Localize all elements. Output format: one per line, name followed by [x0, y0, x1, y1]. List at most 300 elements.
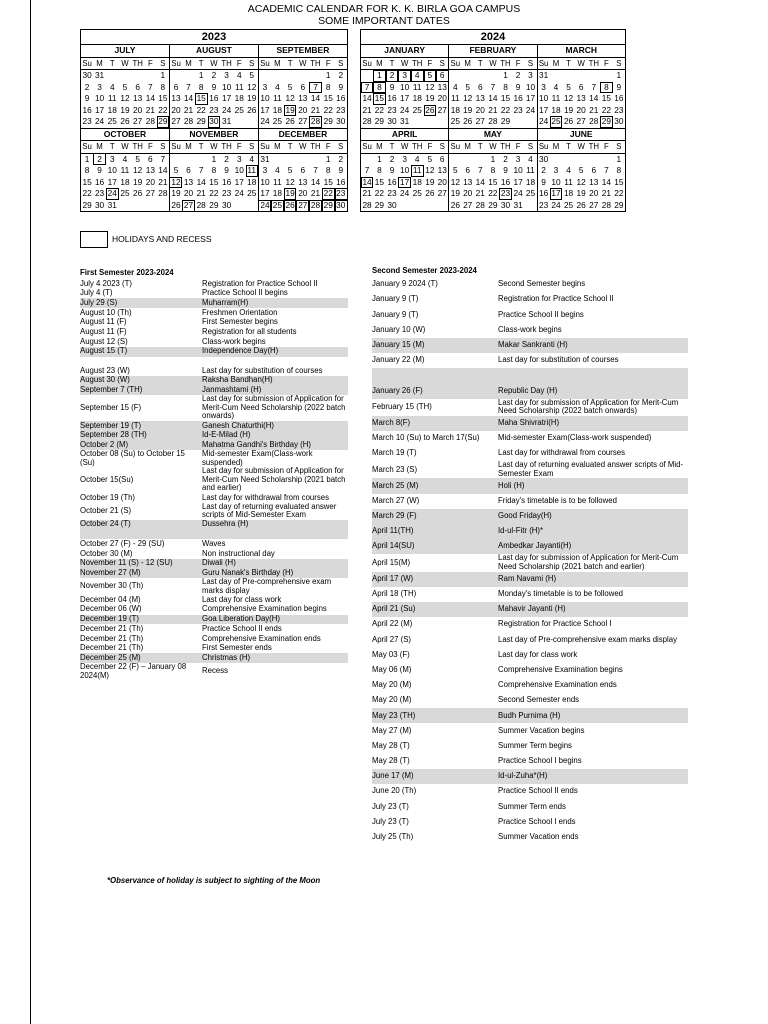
day-header: W [296, 57, 309, 70]
calendar-day: 4 [553, 81, 559, 92]
event-description: Ram Navami (H) [498, 573, 557, 583]
calendar-day: 1 [490, 153, 496, 164]
calendar-day: 25 [247, 188, 257, 199]
calendar-day: 28 [488, 116, 498, 127]
event-description: Id-E-Milad (H) [202, 430, 251, 440]
event-date: October 21 (S) [80, 506, 132, 516]
day-header: S [524, 141, 537, 154]
calendar-day: 14 [601, 176, 611, 187]
calendar-day [284, 153, 297, 165]
event-description: Last day of returning evaluated answer scripts of Mid-Semester Exam [498, 460, 684, 478]
calendar-day: 30 [500, 199, 511, 210]
calendar-day: 20 [589, 188, 599, 199]
event-date: March 10 (Su) to March 17(Su) [372, 433, 480, 443]
day-header: TH [221, 142, 232, 152]
first_semester-row [80, 318, 348, 328]
event-description: Goa Liberation Day(H) [202, 614, 281, 624]
calendar-day: 18 [525, 176, 536, 187]
calendar-day: 16 [94, 176, 105, 187]
calendar-day: 4 [414, 153, 420, 164]
day-header: W [296, 141, 309, 154]
first_semester-row [80, 605, 348, 615]
calendar-day: 18 [563, 188, 574, 199]
second_semester-row [372, 693, 688, 708]
calendar-day: 31 [260, 153, 270, 164]
event-description: Ambedkar Jayanti(H) [498, 541, 572, 551]
calendar-day [474, 70, 487, 82]
calendar-day: 29 [500, 116, 511, 127]
calendar-day: 15 [374, 93, 385, 104]
calendar-day: 15 [158, 93, 168, 104]
calendar-day: 9 [503, 165, 508, 176]
calendar-day: 25 [107, 116, 117, 127]
calendar-day: 30 [335, 116, 348, 128]
calendar-day [512, 116, 525, 128]
calendar-year-label: 2024 [361, 30, 626, 45]
first_semester-row [80, 578, 348, 595]
calendar-day: 29 [196, 116, 206, 127]
calendar-day: 20 [475, 104, 485, 115]
calendar-day: 4 [249, 153, 255, 164]
calendar-day: 11 [449, 93, 462, 105]
event-description: Mid-semester Exam(Class-work suspended) [202, 449, 313, 467]
event-date: October 15(Su) [80, 474, 134, 484]
calendar-day: 23 [335, 105, 348, 117]
calendar-day: 6 [477, 81, 483, 92]
first_semester-row [80, 549, 348, 559]
calendar-day: 10 [234, 165, 244, 176]
calendar-day: 1 [211, 153, 217, 164]
calendar-day [271, 153, 284, 165]
calendar-day [144, 70, 157, 82]
calendar-day: 3 [537, 82, 550, 94]
calendar-day: 7 [313, 165, 318, 176]
calendar-day: 5 [449, 165, 462, 177]
calendar-day: 5 [287, 165, 293, 176]
calendar-day: 7 [477, 165, 483, 176]
event-description: Makar Sankranti (H) [498, 340, 568, 350]
second_semester-row [372, 399, 688, 416]
calendar-day: 9 [97, 165, 102, 176]
day-header: Su [171, 58, 181, 68]
calendar-day: 4 [566, 165, 571, 176]
calendar-day: 25 [525, 188, 536, 199]
calendar-day: 16 [335, 93, 348, 105]
calendar-day: 27 [437, 104, 447, 115]
day-header: Su [450, 142, 461, 152]
calendar-day: 29 [209, 199, 219, 210]
calendar-day: 9 [613, 82, 626, 94]
calendar-day: 16 [221, 176, 232, 187]
second_semester-row [372, 723, 688, 738]
calendar-day: 17 [234, 176, 244, 187]
day-header: TH [132, 142, 143, 152]
calendar-day: 20 [576, 104, 586, 115]
calendar-day: 3 [398, 70, 411, 82]
event-date: January 9 2024 (T) [372, 279, 438, 289]
event-description: Last day for submission of Application for Merit-Cum Need Scholarship (2021 batch and earlier) [498, 553, 679, 571]
calendar-day: 26 [247, 104, 257, 115]
calendar-day: 1 [325, 70, 331, 81]
month-name: SEPTEMBER [258, 45, 347, 58]
calendar-day: 21 [310, 188, 321, 199]
second_semester-row [372, 663, 688, 678]
calendar-day: 9 [389, 81, 395, 92]
day-header: M [182, 57, 195, 70]
first_semester-row [80, 298, 348, 308]
calendar-day: 31 [513, 199, 523, 210]
calendar-day: 19 [576, 188, 586, 199]
event-date: December 06 (W) [80, 604, 142, 614]
day-header: TH [412, 58, 423, 68]
event-description: Id-ul-Fitr (H)* [498, 526, 544, 536]
day-header: S [613, 141, 626, 154]
calendar-day: 29 [323, 116, 333, 127]
calendar-day: 31 [538, 70, 549, 81]
calendar-day: 26 [133, 188, 143, 199]
calendar-day: 28 [196, 199, 206, 210]
calendar-day: 7 [148, 81, 153, 92]
calendar-day: 11 [234, 81, 244, 92]
calendar-day: 2 [335, 153, 348, 165]
calendar-day: 18 [120, 176, 130, 187]
calendar-day: 31 [221, 116, 232, 127]
event-description: Friday's timetable is to be followed [498, 495, 617, 505]
month-name: AUGUST [169, 45, 258, 58]
calendar-day: 8 [325, 81, 331, 92]
calendar-day: 27 [183, 199, 194, 210]
calendar-day: 3 [258, 82, 271, 94]
day-header: Su [362, 58, 372, 68]
calendar-day: 27 [576, 116, 586, 127]
calendar-day: 29 [488, 199, 498, 210]
calendar-day: 14 [183, 93, 194, 104]
calendar-day: 2 [389, 153, 395, 164]
calendar-day: 8 [373, 82, 386, 94]
event-date: August 12 (S) [80, 336, 128, 346]
calendar-day: 8 [325, 165, 331, 176]
calendar-day: 20 [133, 104, 143, 115]
month-name: JULY [81, 45, 170, 58]
first-semester-list [80, 267, 348, 680]
calendar-day: 2 [515, 70, 521, 81]
calendar-day: 27 [475, 116, 485, 127]
calendar-day: 9 [335, 165, 348, 177]
calendar-day: 12 [450, 176, 460, 187]
calendar-day: 17 [260, 188, 270, 199]
event-description: First Semester ends [202, 643, 272, 653]
calendar-day: 12 [425, 165, 435, 176]
calendar-day: 4 [411, 70, 424, 82]
calendar-day [144, 200, 157, 212]
event-date: January 26 (F) [372, 385, 423, 395]
calendar-day: 18 [412, 93, 422, 104]
calendar-day: 10 [260, 176, 270, 187]
calendar-day: 8 [490, 165, 496, 176]
calendar-day: 25 [563, 199, 574, 210]
calendar-day: 15 [323, 93, 333, 104]
event-date: March 19 (T) [372, 448, 417, 458]
calendar-day: 10 [221, 81, 232, 92]
calendar-day: 12 [247, 81, 257, 92]
calendar-day: 13 [298, 176, 308, 187]
day-header: M [550, 57, 563, 70]
calendar-day: 2 [224, 153, 229, 164]
calendar-day: 22 [196, 104, 206, 115]
holiday-legend-label: HOLIDAYS AND RECESS [112, 234, 212, 244]
calendar-day: 15 [488, 176, 498, 187]
calendar-day: 13 [133, 93, 143, 104]
calendar-day [424, 200, 437, 212]
calendar-day: 19 [285, 104, 295, 115]
day-header: Su [82, 58, 92, 68]
day-header: S [246, 57, 259, 70]
calendar-day: 24 [94, 116, 105, 127]
first_semester-row [80, 503, 348, 520]
calendar-day: 24 [107, 188, 117, 199]
calendar-day: 22 [323, 104, 333, 115]
calendar-day: 11 [273, 176, 282, 187]
event-date: December 21 (Th) [80, 623, 144, 633]
calendar-day: 2 [503, 153, 508, 164]
calendar-day: 1 [81, 153, 94, 165]
first_semester-row [80, 634, 348, 644]
day-header: Su [260, 58, 270, 68]
calendar-day: 4 [275, 165, 280, 176]
calendar-day: 28 [362, 199, 372, 210]
calendar-day: 30 [387, 199, 397, 210]
calendar-day: 19 [247, 93, 257, 104]
first_semester-row [80, 539, 348, 549]
calendar-day: 23 [335, 188, 348, 200]
calendar-day [487, 70, 500, 82]
event-date: May 20 (M) [372, 695, 412, 705]
calendar-day: 26 [463, 116, 473, 127]
day-header: W [575, 57, 588, 70]
event-date: September 19 (T) [80, 420, 142, 430]
calendar-day [524, 116, 537, 128]
calendar-day: 7 [186, 81, 191, 92]
event-description: Last day for class work [202, 594, 282, 604]
event-description: Last day for submission of Application for Merit-Cum Need Scholarship (2021 batch and earlier) [202, 466, 346, 493]
event-date: December 21 (Th) [80, 633, 144, 643]
event-date: December 04 (M) [80, 594, 141, 604]
calendar-day: 3 [97, 81, 102, 92]
calendar-day: 9 [211, 81, 217, 92]
day-header: M [373, 57, 386, 70]
event-date: November 30 (Th) [80, 581, 144, 591]
calendar-day: 26 [285, 116, 295, 127]
event-date: April 21 (Su) [372, 604, 416, 614]
calendar-day: 16 [335, 177, 348, 189]
day-header: M [373, 141, 386, 154]
day-header: M [182, 141, 195, 154]
calendar-day: 17 [551, 188, 561, 199]
calendar-day: 29 [601, 116, 611, 127]
calendar-day: 25 [450, 116, 460, 127]
second_semester-row [372, 478, 688, 493]
event-date: January 10 (W) [372, 324, 426, 334]
calendar-day: 8 [503, 81, 508, 92]
calendar-day: 26 [285, 199, 295, 210]
calendar-day: 6 [186, 165, 191, 176]
calendar-day: 28 [362, 116, 372, 127]
calendar-day: 22 [158, 104, 168, 115]
calendar-day [309, 70, 322, 82]
calendar-day: 14 [158, 165, 168, 176]
calendar-day: 6 [148, 153, 153, 164]
calendar-day [119, 200, 132, 212]
second_semester-row [372, 307, 688, 322]
second-semester-list [372, 265, 688, 845]
event-date: August 11 (F) [80, 326, 127, 336]
calendar-day: 8 [160, 81, 166, 92]
calendar-day: 13 [183, 176, 194, 187]
calendar-day: 30 [538, 153, 549, 164]
calendar-day: 17 [525, 93, 536, 104]
event-description: Mid-semester Exam(Class-work suspended) [498, 433, 652, 443]
first_semester-row [80, 467, 348, 493]
calendar-day [195, 153, 208, 165]
day-header: F [322, 57, 335, 70]
first_semester-row [80, 450, 348, 467]
day-header: Su [82, 142, 92, 152]
event-date: May 06 (M) [372, 664, 412, 674]
calendar-day [600, 70, 613, 82]
first_semester-row [80, 289, 348, 299]
event-date: November 11 (S) - 12 (SU) [80, 558, 173, 568]
calendar-day: 19 [463, 104, 473, 115]
event-date: December 25 (M) [80, 652, 141, 662]
calendar-day [361, 70, 374, 82]
calendar-day: 26 [450, 199, 460, 210]
event-description: Registration for all students [202, 326, 297, 336]
calendar-day: 21 [362, 188, 372, 199]
calendar-day: 23 [209, 104, 219, 115]
day-header: S [246, 141, 259, 154]
day-header: TH [500, 142, 511, 152]
calendar-day: 21 [475, 188, 485, 199]
calendar-day: 29 [82, 199, 92, 210]
calendar-day: 9 [224, 165, 229, 176]
second_semester-row [372, 739, 688, 754]
calendar-day: 28 [183, 116, 194, 127]
calendar-day: 2 [211, 70, 217, 81]
calendar-day: 17 [260, 104, 270, 115]
calendar-day: 2 [335, 70, 348, 82]
calendar-day: 13 [437, 81, 447, 92]
event-date: October 27 (F) - 29 (SU) [80, 538, 165, 548]
event-description: Last day of returning evaluated answer scripts of Mid-Semester Exam [202, 501, 337, 520]
calendar-day: 9 [335, 82, 348, 94]
second_semester-row [372, 368, 688, 383]
first_semester-row [80, 347, 348, 357]
calendar-day: 24 [221, 104, 232, 115]
calendar-day: 21 [601, 188, 611, 199]
calendar-day: 4 [122, 153, 128, 164]
calendar-day: 27 [463, 199, 473, 210]
calendar-day [361, 153, 374, 165]
event-description: Dussehra (H) [202, 519, 249, 529]
month-name: JUNE [537, 128, 625, 141]
month-name: MAY [449, 128, 537, 141]
event-description: Recess [202, 666, 228, 676]
calendar-day: 27 [145, 188, 155, 199]
event-date: May 27 (M) [372, 725, 412, 735]
day-header: Su [538, 142, 549, 152]
event-date: December 19 (T) [80, 614, 139, 624]
first_semester-row [80, 431, 348, 441]
calendar-day: 15 [374, 176, 385, 187]
calendar-day: 8 [81, 165, 94, 177]
calendar-day [562, 70, 575, 82]
calendar-day [119, 70, 132, 82]
calendar-day: 1 [160, 70, 166, 81]
calendar-day: 9 [81, 93, 94, 105]
day-header: F [322, 141, 335, 154]
calendar-day: 29 [158, 116, 168, 127]
calendar-day: 21 [310, 104, 321, 115]
calendar-day: 12 [563, 93, 574, 104]
day-header: T [195, 141, 208, 154]
calendar-day: 23 [387, 104, 397, 115]
page-title: ACADEMIC CALENDAR FOR K. K. BIRLA GOA CAMPUS [247, 3, 521, 15]
first_semester-row [80, 421, 348, 431]
calendar-day: 18 [412, 176, 422, 187]
second_semester-row [372, 461, 688, 478]
calendar-day: 8 [600, 82, 613, 94]
calendar-day: 10 [260, 93, 270, 104]
calendar-day [271, 70, 284, 82]
calendar-day: 26 [576, 199, 586, 210]
event-description: Summer Term ends [498, 801, 566, 811]
calendar-day: 13 [589, 176, 599, 187]
calendar-day: 9 [537, 177, 550, 189]
calendar-day: 16 [538, 188, 549, 199]
event-description: Last day for submission of Application for Merit-Cum Need Scholarship (2022 batch onwards) [202, 394, 346, 421]
event-date: June 20 (Th) [372, 786, 417, 796]
event-description: Practice School II begins [202, 288, 288, 298]
event-description: Last day for submission of Application for Merit-Cum Need Scholarship (2022 batch onwards) [498, 397, 679, 416]
event-date: January 22 (M) [372, 355, 425, 365]
calendar-day: 24 [551, 199, 561, 210]
calendar-day: 16 [500, 176, 511, 187]
day-header: Su [538, 58, 549, 68]
calendar-day: 23 [513, 104, 523, 115]
day-header: F [144, 141, 157, 154]
calendar-day [258, 70, 271, 82]
calendar-day: 10 [551, 176, 561, 187]
day-header: M [461, 57, 474, 70]
event-date: September 28 (TH) [80, 430, 147, 440]
calendar-day: 18 [247, 176, 257, 187]
calendar-day: 19 [425, 176, 435, 187]
calendar-day [296, 153, 309, 165]
event-description: Practice School II ends [202, 623, 282, 633]
event-description: Diwali (H) [202, 558, 236, 568]
calendar-day: 18 [272, 188, 283, 199]
calendar-day [398, 200, 411, 212]
calendar-day: 21 [183, 104, 194, 115]
event-description: Guru Nanak's Birthday (H) [202, 567, 294, 577]
calendar-day: 25 [412, 188, 422, 199]
calendar-day: 17 [400, 176, 410, 187]
calendar-day: 1 [377, 153, 382, 164]
event-date: July 23 (T) [372, 801, 409, 811]
calendar-day: 12 [133, 165, 143, 176]
first_semester-row [80, 395, 348, 421]
calendar-day: 23 [82, 116, 92, 127]
